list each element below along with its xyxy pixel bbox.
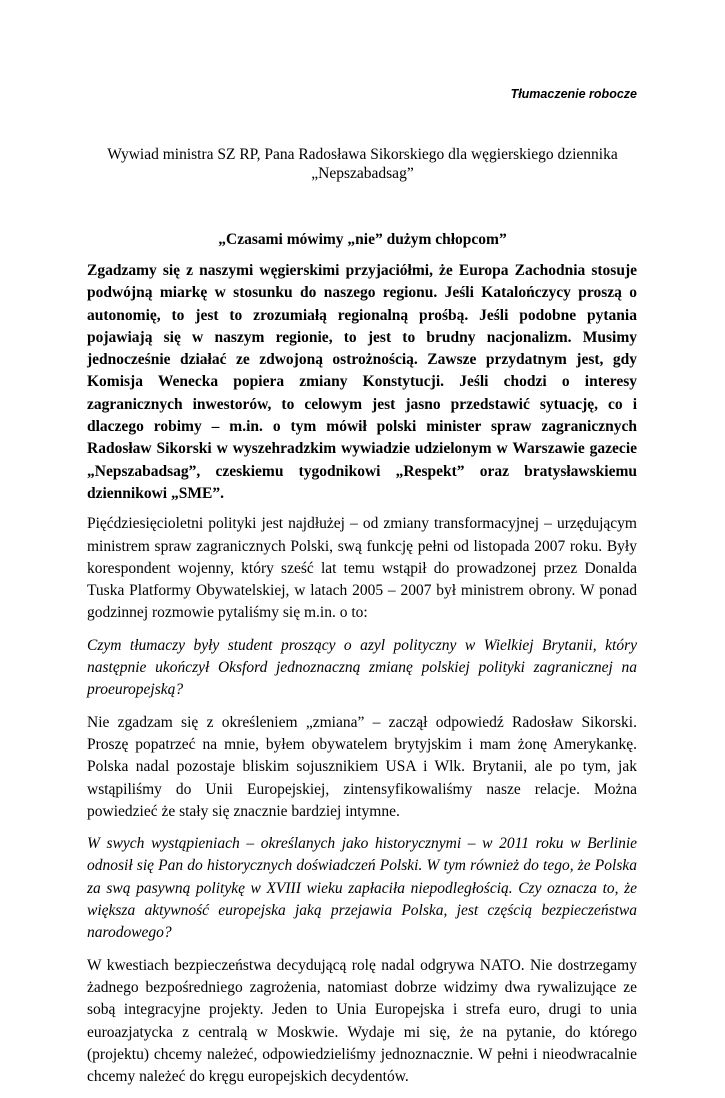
interview-header-line-2: „Nepszabadsag” xyxy=(311,165,414,182)
intro-paragraph: Pięćdziesięcioletni polityki jest najdłużej – od zmiany transformacyjnej – urzędującym ministrem spraw zagranicznych Polski, swą funkcję pełni od listopada 2007 roku. Były korespondent wojenny, który sześć lat temu wstąpił do prowadzonej przez Donalda Tuska Platformy Obywatelskiej, w latach 2005 – 2007 był ministrem obrony. W ponad godzinnej rozmowie pytaliśmy się m.in. o to: xyxy=(87,515,637,622)
question-1: Czym tłumaczy były student proszący o azyl polityczny w Wielkiej Brytanii, który następnie ukończył Oksford jednoznaczną zmianę polskiej polityki zagranicznej na proeuropejską? xyxy=(87,636,637,699)
answer-1: Nie zgadzam się z określeniem „zmiana” – zaczął odpowiedź Radosław Sikorski. Proszę popatrzeć na mnie, byłem obywatelem brytyjskim i mam żonę Amerykankę. Polska nadal pozostaje bliskim sojusznikiem USA i Wlk. Brytanii, ale po tym, jak wstąpiliśmy do Unii Europejskiej, zintensyfikowaliśmy nasze relacje. Można powiedzieć że stały się znacznie bardziej intymne. xyxy=(87,713,637,820)
answer-2: W kwestiach bezpieczeństwa decydującą rolę nadal odgrywa NATO. Nie dostrzegamy żadnego bezpośredniego zagrożenia, natomiast dobrze widzimy dwa rywalizujące ze sobą integracyjne projekty. Jeden to Unia Europejska i strefa euro, drugi to unia euroazjatycka z centralą w Moskwie. Wydaje mi się, że na pytanie, do którego (projektu) chcemy należeć, odpowiedzieliśmy jednoznacznie. W pełni i nieodwracalnie chcemy należeć do kręgu europejskich decydentów. xyxy=(87,956,637,1086)
question-2: W swych wystąpieniach – określanych jako historycznymi – w 2011 roku w Berlinie odnosił się Pan do historycznych doświadczeń Polski. W tym również do tego, że Polska za swą pasywną politykę w XVIII wieku zapłaciła niepodległością. Czy oznacza to, że większa aktywność europejska jaką przejawia Polska, jest częścią bezpieczeństwa narodowego? xyxy=(87,835,637,942)
lead-paragraph: Zgadzamy się z naszymi węgierskimi przyjaciółmi, że Europa Zachodnia stosuje podwójną miarkę w stosunku do naszego regionu. Jeśli Katalończycy proszą o autonomię, to jest to zrozumiałą regionalną prośbą. Jeśli podobne pytania pojawiają się w naszym regionie, to jest to brudny nacjonalizm. Musimy jednocześnie działać ze zdwojoną ostrożnością. Zawsze przydatnym jest, gdy Komisja Wenecka popiera zmiany Konstytucji. Jeśli chodzi o interesy zagranicznych inwestorów, to celowym jest jasno przedstawić sytuację, co i dlaczego robimy – m.in. o tym mówił polski minister spraw zagranicznych Radosław Sikorski w wyszehradzkim wywiadzie udzielonym w Warszawie gazecie „Nepszabadsag”, czeskiemu tygodnikowi „Respekt” oraz bratysławskiemu dziennikowi „SME”. xyxy=(87,262,637,502)
interview-header-line-1: Wywiad ministra SZ RP, Pana Radosława Sikorskiego dla węgierskiego dziennika xyxy=(107,146,618,163)
article-title: „Czasami mówimy „nie” dużym chłopcom” xyxy=(218,231,507,248)
draft-translation-note: Tłumaczenie robocze xyxy=(510,87,637,101)
article-body xyxy=(87,260,637,1098)
interview-header xyxy=(90,145,635,183)
